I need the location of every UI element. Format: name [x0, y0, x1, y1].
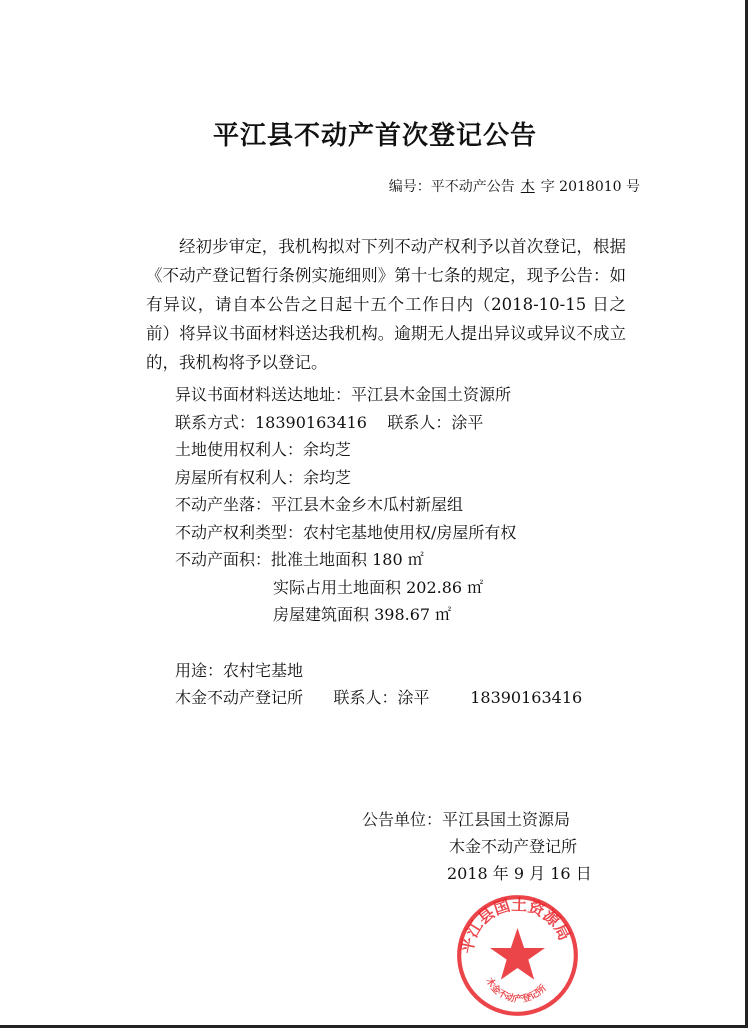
actual-area: 实际占用土地面积 202.86 ㎡	[273, 577, 484, 597]
registry-contact: 木金不动产登记所 联系人：涂平 18390163416	[175, 688, 583, 707]
svg-text:木金不动产登记所: 木金不动产登记所	[483, 976, 549, 1005]
land-right-holder: 土地使用权利人：余均芝	[175, 440, 352, 459]
number-code: 木	[520, 179, 535, 195]
svg-text:平江县国土资源局: 平江县国土资源局	[457, 894, 575, 956]
notice-paragraph: 经初步审定，我机构拟对下列不动产权利予以首次登记，根据《不动产登记暂行条例实施细则》第十七条的规定，现予公告：如有异议，请自本公告之日起十五个工作日内（2018-10-15 日之前）将异议书面材料送达我机构。逾期无人提出异议或异议不成立的，我机构将予以登记。	[146, 237, 626, 372]
issuing-office: 木金不动产登记所	[449, 837, 578, 856]
house-owner: 房屋所有权利人：余均芝	[175, 467, 352, 487]
official-seal	[455, 893, 580, 1018]
number-suffix: 字 2018010 号	[540, 179, 640, 195]
issuing-unit: 公告单位：平江县国土资源局	[362, 810, 571, 829]
usage: 用途：农村宅基地	[175, 660, 304, 680]
document-title: 平江县不动产首次登记公告	[212, 121, 537, 151]
issue-date: 2018 年 9 月 16 日	[447, 864, 592, 883]
building-area: 房屋建筑面积 398.67 ㎡	[273, 605, 452, 624]
property-location: 不动产坐落：平江县木金乡木瓜村新屋组	[175, 495, 464, 514]
objection-address: 异议书面材料送达地址：平江县木金国土资源所	[175, 385, 512, 404]
approved-area: 不动产面积：批准土地面积 180 ㎡	[175, 550, 424, 569]
contact-info: 联系方式：18390163416 联系人：涂平	[175, 412, 484, 432]
document-number	[389, 176, 640, 196]
seal-star-icon	[490, 928, 545, 980]
notice-body	[146, 232, 626, 712]
right-type: 不动产权利类型：农村宅基地使用权/房屋所有权	[175, 522, 517, 542]
number-prefix: 编号：平不动产公告	[388, 179, 515, 195]
